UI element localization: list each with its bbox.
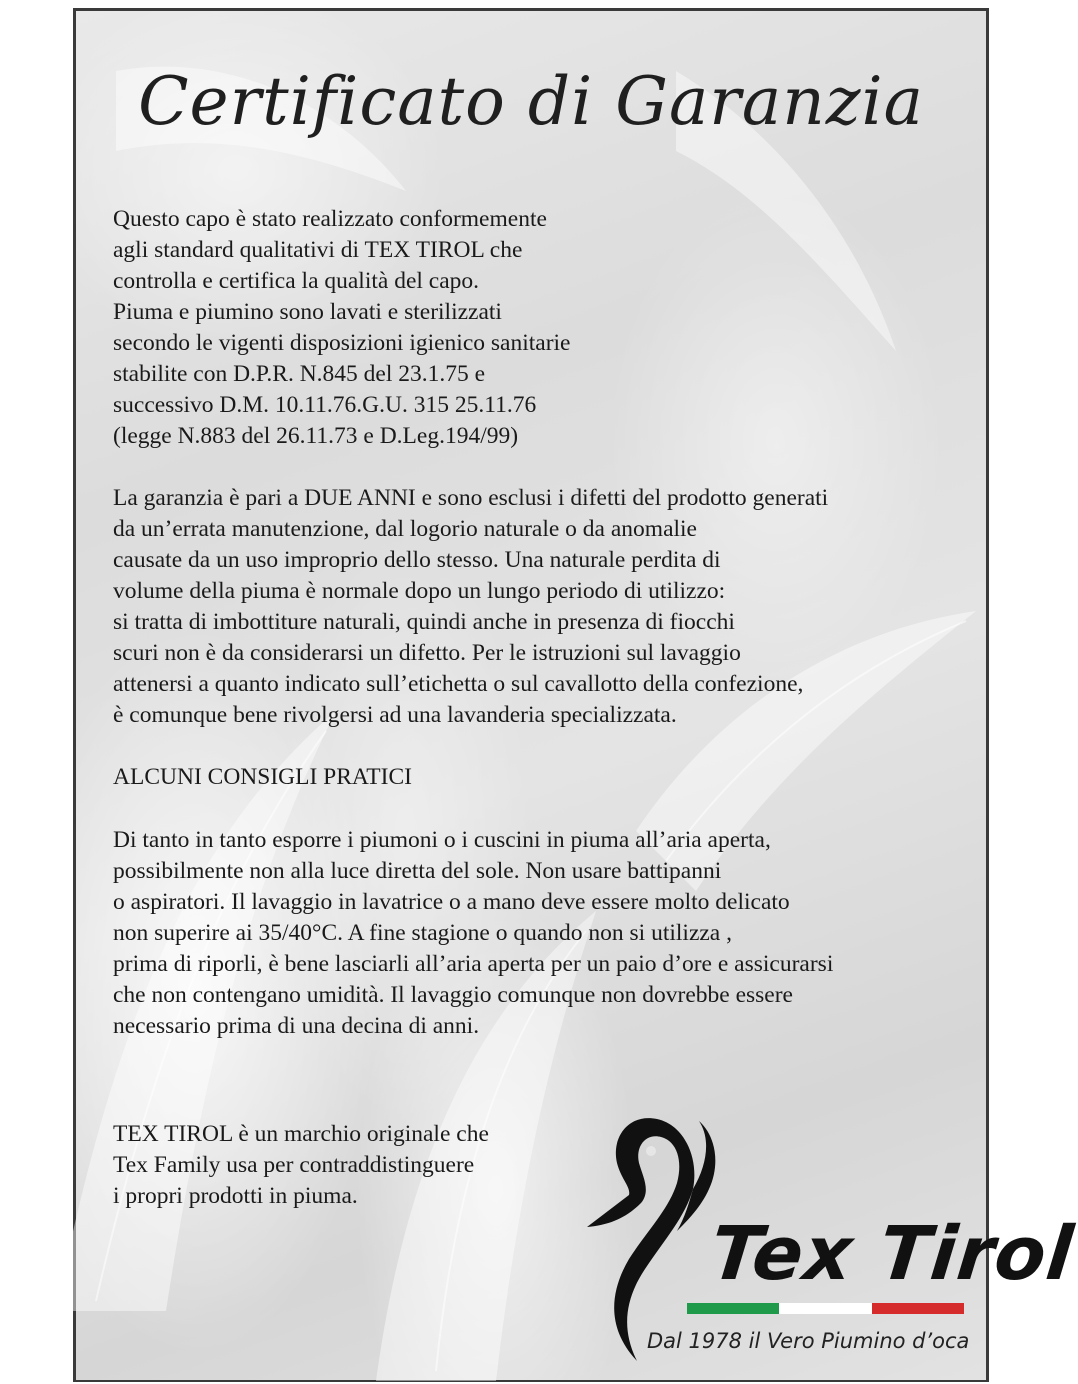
tex-tirol-logo — [581, 1099, 1078, 1379]
brand-note-paragraph: TEX TIROL è un marchio originale che Tex Family usa per contraddistinguere i propri prodotti in piuma. — [113, 1121, 489, 1209]
brand-tagline: Dal 1978 il Vero Piumino d’oca — [647, 1329, 970, 1353]
flag-green-band — [687, 1303, 779, 1314]
warranty-terms-paragraph: La garanzia è pari a DUE ANNI e sono esclusi i difetti del prodotto generati da un’errata manutenzione, dal logorio naturale o da anomalie causate da un uso improprio dello stesso. Una naturale perdita di volume della piuma è normale dopo un lungo periodo di utilizzo: si tratta di imbottiture naturali, quindi anche in presenza di fiocchi scuri non è da considerarsi un difetto. Per le istruzioni sul lavaggio attenersi a quanto indicato sull’etichetta o sul cavallotto della confezione, è comunque bene rivolgersi ad una lavanderia specializzata. — [113, 485, 829, 728]
flag-white-band — [779, 1303, 871, 1314]
practical-tips-heading: ALCUNI CONSIGLI PRATICI — [113, 764, 412, 790]
quality-standards-paragraph: Questo capo è stato realizzato conformemente agli standard qualitativi di TEX TIROL che controlla e certifica la qualità del capo. Piuma e piumino sono lavati e sterilizzati secondo le vigenti disposizioni igienico sanitarie stabilite con D.P.R. N.845 del 23.1.75 e successivo D.M. 10.11.76.G.U. 315 25.11.76 (legge N.883 del 26.11.73 e D.Leg.194/99) — [113, 206, 571, 449]
practical-tips-paragraph: Di tanto in tanto esporre i piumoni o i cuscini in piuma all’aria aperta, possibilmente non alla luce diretta del sole. Non usare battipanni o aspiratori. Il lavaggio in lavatrice o a mano deve essere molto delicato non superire ai 35/40°C. A fine stagione o quando non si utilizza , prima di riporli, è bene lasciarli all’aria aperta per un paio d’ore e assicurarsi che non contengano umidità. Il lavaggio comunque non dovrebbe essere necessario prima di una decina di anni. — [113, 827, 834, 1039]
flag-red-band — [872, 1303, 964, 1314]
italian-flag-stripe — [687, 1303, 964, 1314]
warranty-certificate — [73, 8, 1078, 1382]
certificate-title: Certificato di Garanzia — [138, 63, 924, 140]
brand-name: Tex Tirol — [706, 1211, 1078, 1297]
